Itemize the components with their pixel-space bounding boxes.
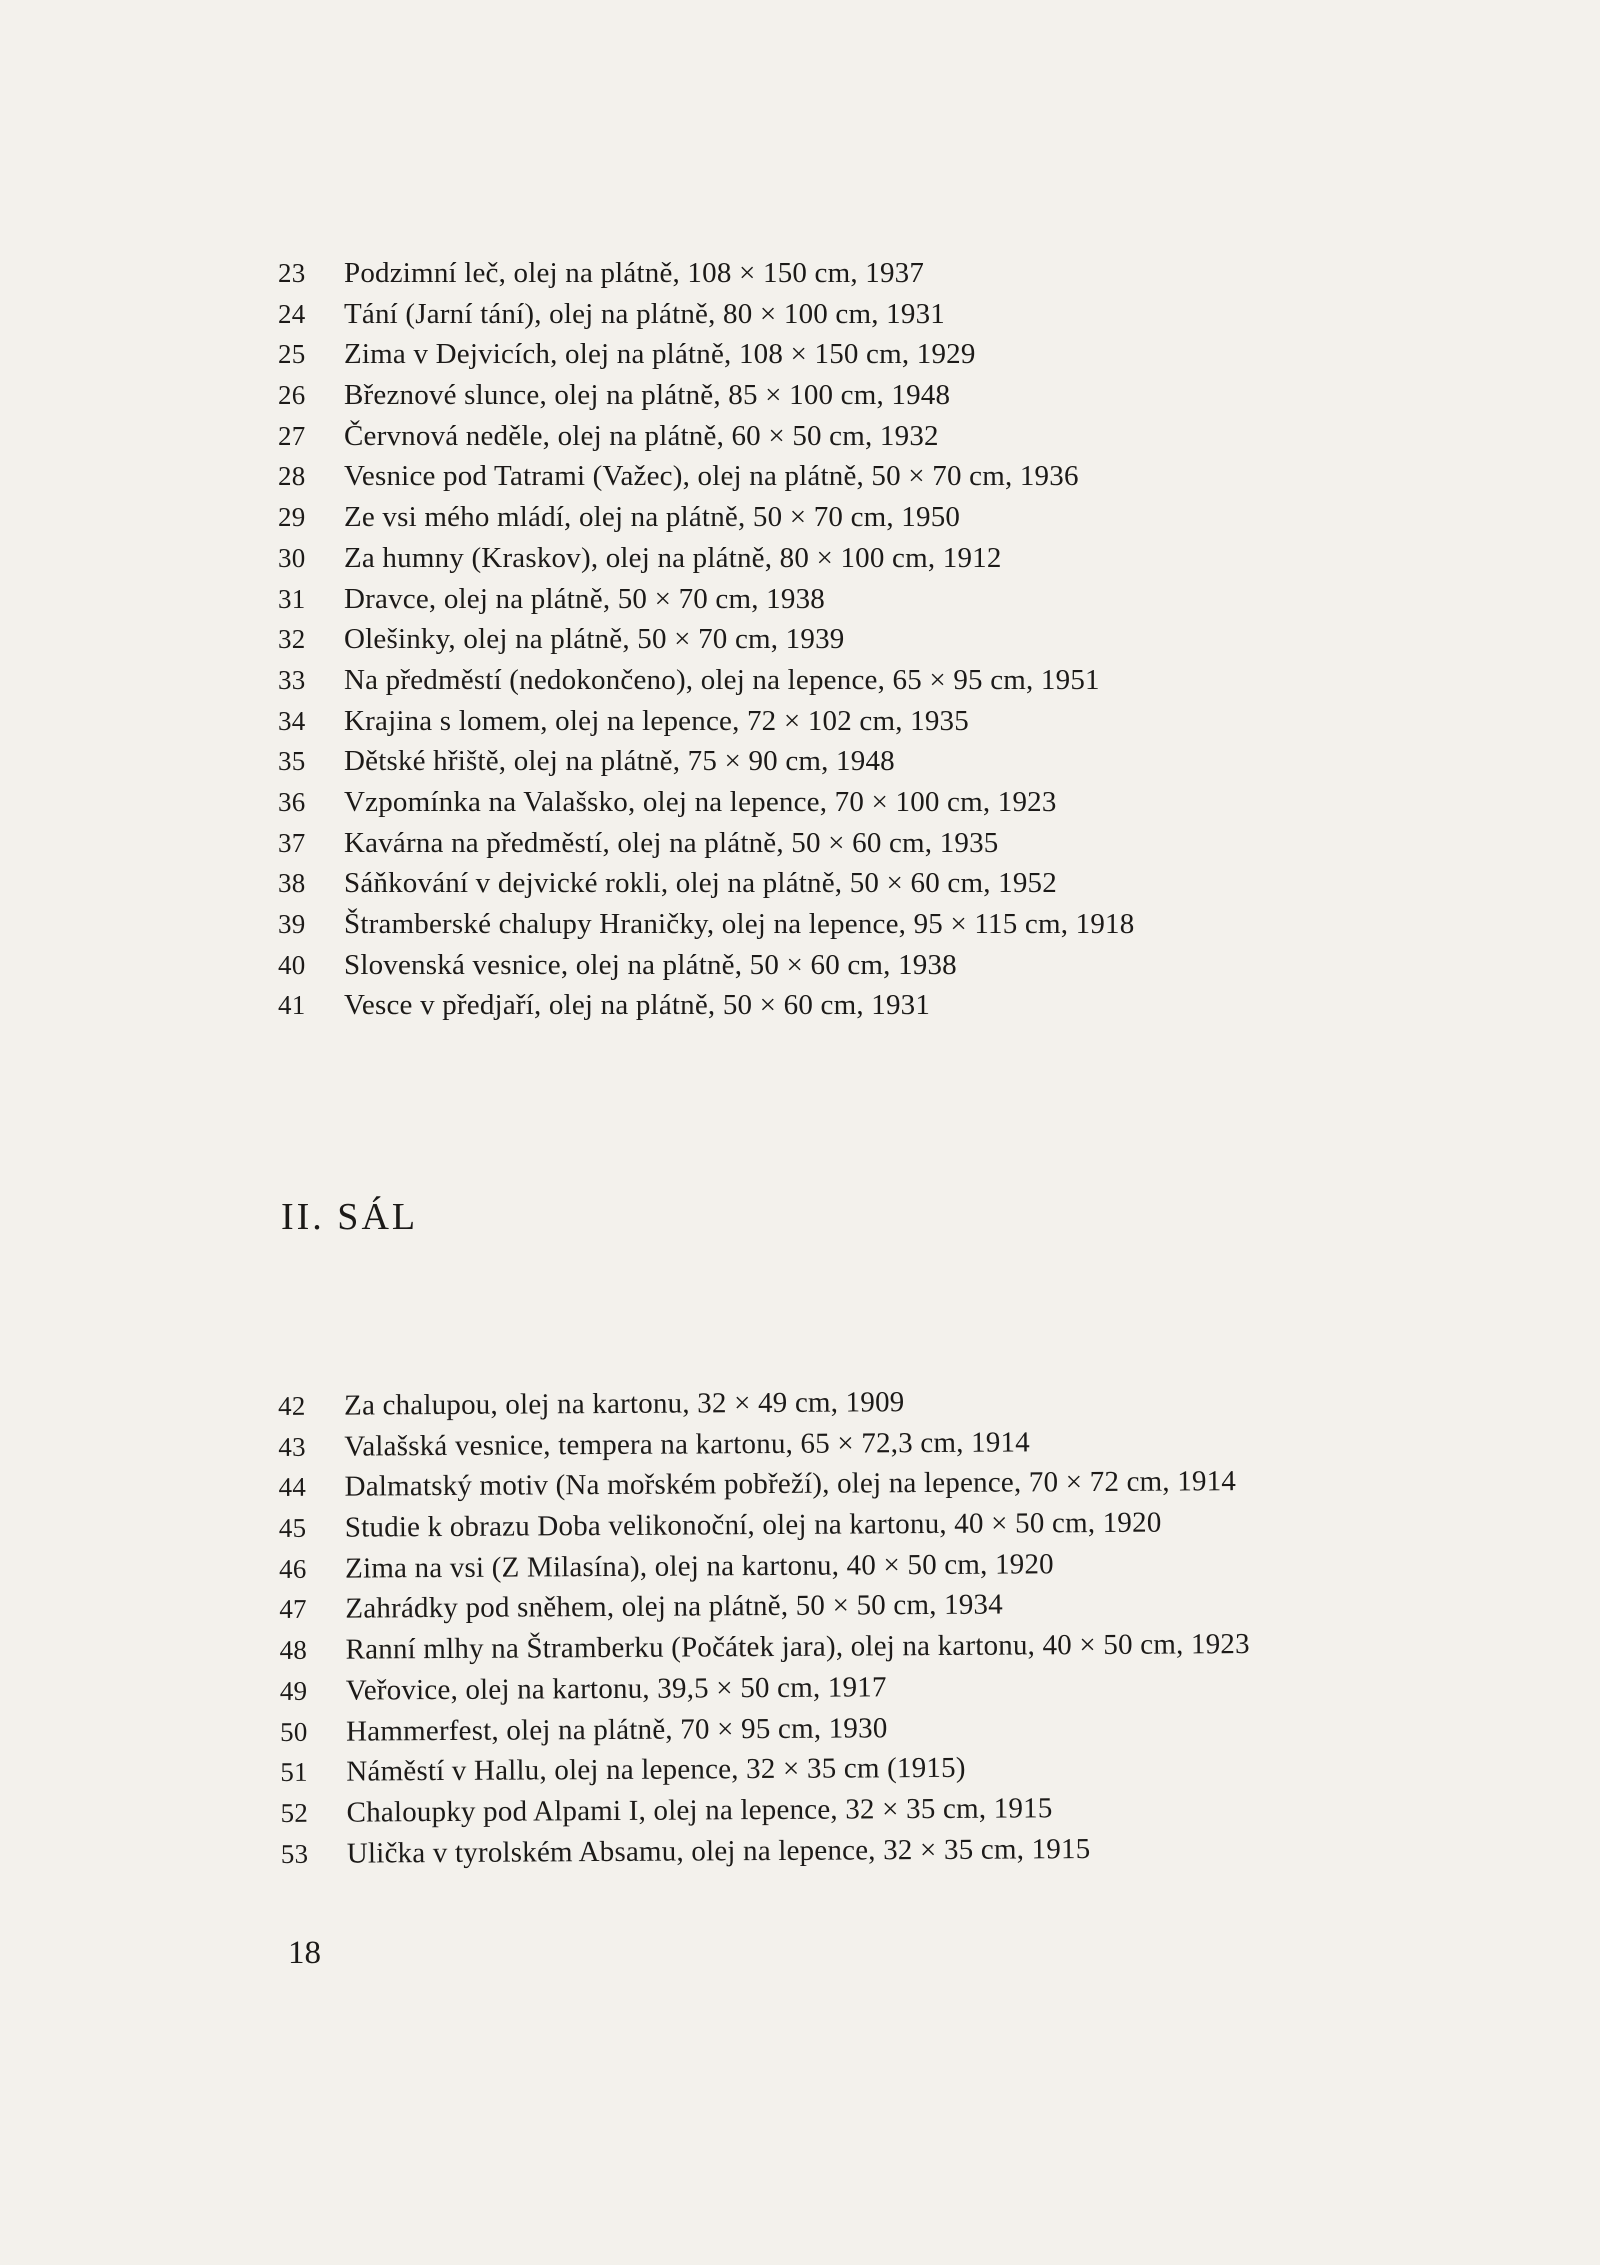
catalog-entry — [278, 823, 1134, 864]
entry-number: 31 — [278, 583, 306, 614]
entry-text: Ze vsi mého mládí, olej na plátně, 50 × 70 cm, 1950 — [344, 501, 961, 534]
entry-number: 23 — [278, 258, 306, 288]
catalog-entry — [278, 416, 1134, 457]
entry-text: Veřovice, olej na kartonu, 39,5 × 50 cm, 1917 — [345, 1671, 887, 1707]
entry-number: 30 — [278, 542, 306, 573]
entry-text: Zima na vsi (Z Milasína), olej na kartonu, 40 × 50 cm, 1920 — [345, 1548, 1054, 1585]
entry-text: Ranní mlhy na Štramberku (Počátek jara), olej na kartonu, 40 × 50 cm, 1923 — [345, 1628, 1250, 1666]
catalog-entry — [278, 253, 1134, 294]
entry-text: Olešinky, olej na plátně, 50 × 70 cm, 1939 — [344, 623, 845, 656]
entry-text: Chaloupky pod Alpami I, olej na lepence, 32 × 35 cm, 1915 — [346, 1792, 1053, 1829]
entry-text: Březnové slunce, olej na plátně, 85 × 100 cm, 1948 — [344, 379, 951, 412]
catalog-entry — [279, 1543, 1249, 1590]
entry-number: 25 — [278, 339, 306, 370]
entry-text: Štramberské chalupy Hraničky, olej na lepence, 95 × 115 cm, 1918 — [344, 908, 1135, 940]
entry-number: 26 — [278, 380, 306, 411]
entry-number: 36 — [278, 786, 306, 817]
entry-number: 48 — [279, 1634, 308, 1666]
entry-number: 51 — [280, 1757, 308, 1788]
entry-text: Za humny (Kraskov), olej na plátně, 80 × 100 cm, 1912 — [344, 541, 1002, 574]
catalog-entry — [280, 1706, 1250, 1753]
entry-number: 27 — [278, 420, 306, 451]
entry-number: 37 — [278, 827, 306, 858]
entry-text: Valašská vesnice, tempera na kartonu, 65 × 72,3 cm, 1914 — [344, 1426, 1030, 1463]
catalog-entry — [278, 294, 1134, 335]
catalog-entry — [278, 1380, 1248, 1427]
entry-text: Zahrádky pod sněhem, olej na plátně, 50 × 50 cm, 1934 — [345, 1589, 1004, 1626]
entry-number: 52 — [280, 1797, 309, 1828]
entry-text: Ulička v tyrolském Absamu, olej na lepence, 32 × 35 cm, 1915 — [346, 1832, 1091, 1870]
entry-number: 40 — [278, 949, 306, 980]
catalog-entry — [278, 538, 1134, 579]
catalog-entry — [280, 1787, 1250, 1834]
entry-text: Na předměstí (nedokončeno), olej na lepence, 65 × 95 cm, 1951 — [344, 663, 1100, 696]
entry-text: Dětské hřiště, olej na plátně, 75 × 90 cm, 1948 — [344, 745, 895, 778]
entry-text: Zima v Dejvicích, olej na plátně, 108 × 150 cm, 1929 — [344, 338, 976, 371]
entry-number: 47 — [279, 1594, 307, 1625]
entry-number: 39 — [278, 909, 306, 939]
catalog-entry — [278, 985, 1134, 1026]
entry-number: 45 — [278, 1512, 307, 1544]
entry-text: Vesce v předjaří, olej na plátně, 50 × 60 cm, 1931 — [344, 989, 931, 1022]
catalog-entry — [278, 945, 1134, 986]
entry-text: Hammerfest, olej na plátně, 70 × 95 cm, 1930 — [346, 1711, 888, 1748]
catalog-entry — [278, 782, 1134, 823]
catalog-entry — [278, 1461, 1248, 1508]
catalog-entry — [280, 1746, 1250, 1793]
catalog-entry — [278, 701, 1134, 742]
section-heading: II. SÁL — [281, 1196, 419, 1238]
catalog-entry — [278, 375, 1134, 416]
catalog-entry — [279, 1624, 1249, 1671]
entry-number: 38 — [278, 868, 306, 899]
entry-text: Slovenská vesnice, olej na plátně, 50 × 60 cm, 1938 — [344, 948, 957, 981]
catalog-entry — [278, 456, 1134, 497]
catalog-entry — [278, 904, 1134, 945]
catalog-list-section-2 — [278, 1380, 1251, 1874]
entry-text: Dalmatský motiv (Na mořském pobřeží), olej na lepence, 70 × 72 cm, 1914 — [344, 1465, 1237, 1503]
entry-number: 35 — [278, 746, 306, 777]
catalog-entry — [278, 619, 1134, 660]
entry-number: 34 — [278, 705, 306, 736]
catalog-entry — [278, 660, 1134, 701]
entry-text: Krajina s lomem, olej na lepence, 72 × 102 cm, 1935 — [344, 704, 969, 737]
catalog-entry — [278, 1421, 1248, 1468]
entry-number: 42 — [278, 1390, 306, 1421]
entry-number: 28 — [278, 461, 306, 492]
entry-text: Za chalupou, olej na kartonu, 32 × 49 cm, 1909 — [344, 1386, 905, 1422]
entry-text: Vzpomínka na Valašsko, olej na lepence, 70 × 100 cm, 1923 — [344, 785, 1057, 818]
entry-number: 50 — [280, 1716, 308, 1747]
entry-number: 41 — [278, 990, 306, 1021]
entry-text: Studie k obrazu Doba velikonoční, olej na kartonu, 40 × 50 cm, 1920 — [344, 1506, 1162, 1544]
catalog-entry — [280, 1665, 1250, 1712]
entry-text: Kavárna na předměstí, olej na plátně, 50 × 60 cm, 1935 — [344, 826, 999, 859]
entry-number: 43 — [278, 1431, 306, 1462]
entry-text: Náměstí v Hallu, olej na lepence, 32 × 35 cm (1915) — [346, 1751, 966, 1788]
entry-number: 46 — [279, 1553, 307, 1584]
entry-number: 44 — [278, 1472, 307, 1503]
catalog-entry — [278, 741, 1134, 782]
entry-number: 32 — [278, 624, 306, 655]
catalog-entry — [279, 1502, 1249, 1549]
catalog-entry — [279, 1584, 1249, 1631]
catalog-entry — [278, 579, 1134, 620]
entry-text: Červnová neděle, olej na plátně, 60 × 50 cm, 1932 — [344, 419, 939, 452]
entry-number: 24 — [278, 298, 306, 329]
catalog-entry — [278, 863, 1134, 904]
entry-text: Podzimní leč, olej na plátně, 108 × 150 cm, 1937 — [344, 257, 925, 289]
entry-number: 29 — [278, 502, 306, 533]
entry-number: 49 — [279, 1675, 308, 1706]
entry-number: 53 — [280, 1838, 309, 1869]
catalog-entry — [281, 1828, 1251, 1875]
catalog-entry — [278, 334, 1134, 375]
entry-text: Tání (Jarní tání), olej na plátně, 80 × 100 cm, 1931 — [344, 297, 945, 330]
entry-text: Dravce, olej na plátně, 50 × 70 cm, 1938 — [344, 582, 825, 615]
entry-text: Vesnice pod Tatrami (Važec), olej na plátně, 50 × 70 cm, 1936 — [344, 460, 1079, 493]
catalog-entry — [278, 497, 1134, 538]
catalog-list-section-1 — [278, 253, 1134, 1026]
entry-number: 33 — [278, 664, 306, 695]
page-number: 18 — [288, 1935, 321, 1971]
entry-text: Sáňkování v dejvické rokli, olej na plátně, 50 × 60 cm, 1952 — [344, 867, 1057, 900]
